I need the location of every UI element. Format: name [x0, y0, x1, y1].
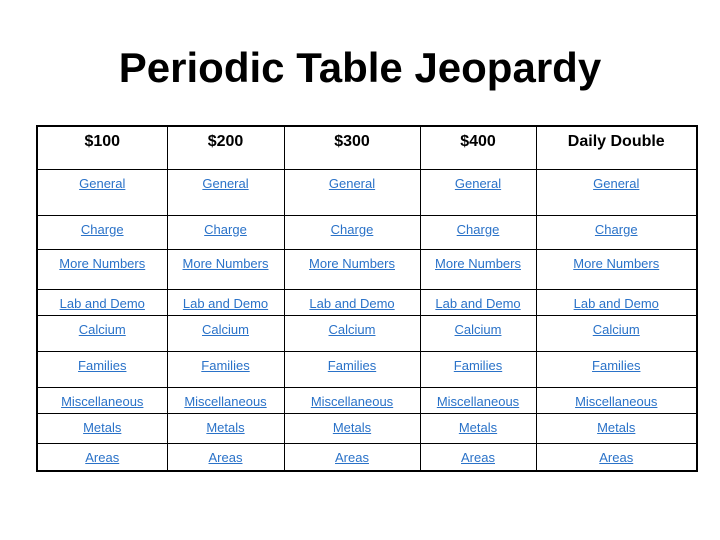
- question-link-lab-and-demo-300[interactable]: Lab and Demo: [309, 295, 395, 311]
- question-link-families-200[interactable]: Families: [201, 357, 250, 373]
- board-cell: [37, 215, 167, 249]
- category-row-lab-and-demo: [37, 289, 697, 315]
- board-cell: [536, 443, 697, 471]
- board-cell: [536, 413, 697, 443]
- question-link-general-100[interactable]: General: [79, 175, 126, 191]
- board-cell: [37, 289, 167, 315]
- question-link-charge-200[interactable]: Charge: [204, 221, 247, 237]
- category-row-miscellaneous: [37, 387, 697, 413]
- question-link-families-300[interactable]: Families: [327, 357, 377, 373]
- board-cell: [284, 289, 420, 315]
- board-cell: [536, 215, 697, 249]
- board-cell: [284, 387, 420, 413]
- question-link-areas-100[interactable]: Areas: [85, 449, 120, 465]
- board-cell: [167, 289, 284, 315]
- question-link-calcium-daily-double[interactable]: Calcium: [592, 321, 640, 337]
- board-cell: [536, 351, 697, 387]
- question-link-charge-400[interactable]: Charge: [456, 221, 500, 237]
- board-cell: [167, 351, 284, 387]
- board-cell: [167, 387, 284, 413]
- board-cell: [284, 315, 420, 351]
- board-cell: [284, 351, 420, 387]
- question-link-metals-200[interactable]: Metals: [206, 419, 245, 435]
- question-link-more-numbers-200[interactable]: More Numbers: [182, 255, 269, 271]
- question-link-calcium-100[interactable]: Calcium: [78, 321, 126, 337]
- question-link-lab-and-demo-400[interactable]: Lab and Demo: [435, 295, 521, 311]
- question-link-more-numbers-100[interactable]: More Numbers: [59, 255, 146, 271]
- question-link-miscellaneous-300[interactable]: Miscellaneous: [310, 393, 394, 409]
- board-cell: [37, 249, 167, 289]
- question-link-charge-daily-double[interactable]: Charge: [594, 221, 638, 237]
- question-link-areas-daily-double[interactable]: Areas: [599, 449, 634, 465]
- category-row-charge: [37, 215, 697, 249]
- category-row-general: [37, 169, 697, 215]
- board-cell: [420, 289, 536, 315]
- board-cell: [284, 215, 420, 249]
- question-link-metals-daily-double[interactable]: Metals: [597, 419, 636, 435]
- column-header-300: $300: [284, 126, 420, 169]
- board-cell: [37, 351, 167, 387]
- board-cell: [284, 249, 420, 289]
- question-link-more-numbers-daily-double[interactable]: More Numbers: [573, 255, 660, 271]
- board-cell: [37, 387, 167, 413]
- category-row-families: [37, 351, 697, 387]
- question-link-more-numbers-400[interactable]: More Numbers: [435, 255, 521, 271]
- board-cell: [420, 315, 536, 351]
- question-link-charge-100[interactable]: Charge: [80, 221, 124, 237]
- board-cell: [37, 315, 167, 351]
- question-link-families-400[interactable]: Families: [453, 357, 503, 373]
- category-row-metals: [37, 413, 697, 443]
- question-link-miscellaneous-100[interactable]: Miscellaneous: [61, 393, 144, 409]
- question-link-charge-300[interactable]: Charge: [330, 221, 374, 237]
- question-link-areas-400[interactable]: Areas: [461, 449, 495, 465]
- category-row-calcium: [37, 315, 697, 351]
- board-cell: [37, 413, 167, 443]
- question-link-metals-400[interactable]: Metals: [458, 419, 498, 435]
- question-link-lab-and-demo-daily-double[interactable]: Lab and Demo: [573, 295, 659, 311]
- question-link-lab-and-demo-200[interactable]: Lab and Demo: [182, 295, 269, 311]
- question-link-metals-300[interactable]: Metals: [332, 419, 372, 435]
- column-header-100: $100: [37, 126, 167, 169]
- question-link-general-200[interactable]: General: [202, 175, 249, 191]
- question-link-areas-300[interactable]: Areas: [335, 449, 369, 465]
- column-header-400: $400: [420, 126, 536, 169]
- header-row: [37, 126, 697, 169]
- board-cell: [420, 413, 536, 443]
- category-row-areas: [37, 443, 697, 471]
- question-link-calcium-400[interactable]: Calcium: [454, 321, 502, 337]
- board-cell: [536, 169, 697, 215]
- board-cell: [167, 443, 284, 471]
- board-cell: [536, 387, 697, 413]
- board-cell: [167, 169, 284, 215]
- board-cell: [167, 413, 284, 443]
- board-cell: [37, 443, 167, 471]
- board-cell: [536, 249, 697, 289]
- board-cell: [536, 289, 697, 315]
- board-cell: [420, 387, 536, 413]
- question-link-calcium-300[interactable]: Calcium: [328, 321, 376, 337]
- question-link-calcium-200[interactable]: Calcium: [202, 321, 249, 337]
- board-cell: [284, 169, 420, 215]
- board-cell: [420, 169, 536, 215]
- question-link-metals-100[interactable]: Metals: [83, 419, 122, 435]
- column-header-200: $200: [167, 126, 284, 169]
- board-cell: [420, 215, 536, 249]
- board-cell: [420, 443, 536, 471]
- board-cell: [284, 413, 420, 443]
- question-link-more-numbers-300[interactable]: More Numbers: [309, 255, 395, 271]
- question-link-areas-200[interactable]: Areas: [208, 449, 243, 465]
- category-row-more-numbers: [37, 249, 697, 289]
- page-title: Periodic Table Jeopardy: [118, 44, 602, 91]
- question-link-miscellaneous-200[interactable]: Miscellaneous: [184, 393, 267, 409]
- column-header-daily-double: Daily Double: [536, 126, 697, 169]
- board-cell: [167, 315, 284, 351]
- question-link-general-300[interactable]: General: [328, 175, 376, 191]
- jeopardy-board: [36, 125, 698, 472]
- question-link-miscellaneous-400[interactable]: Miscellaneous: [436, 393, 520, 409]
- board-cell: [420, 249, 536, 289]
- question-link-families-100[interactable]: Families: [78, 357, 127, 373]
- board-cell: [167, 215, 284, 249]
- board-cell: [37, 169, 167, 215]
- board-cell: [536, 315, 697, 351]
- board-cell: [284, 443, 420, 471]
- question-link-lab-and-demo-100[interactable]: Lab and Demo: [59, 295, 145, 311]
- question-link-families-daily-double[interactable]: Families: [592, 357, 641, 373]
- board-cell: [167, 249, 284, 289]
- question-link-miscellaneous-daily-double[interactable]: Miscellaneous: [575, 393, 658, 409]
- question-link-general-daily-double[interactable]: General: [593, 175, 640, 191]
- question-link-general-400[interactable]: General: [454, 175, 502, 191]
- board-cell: [420, 351, 536, 387]
